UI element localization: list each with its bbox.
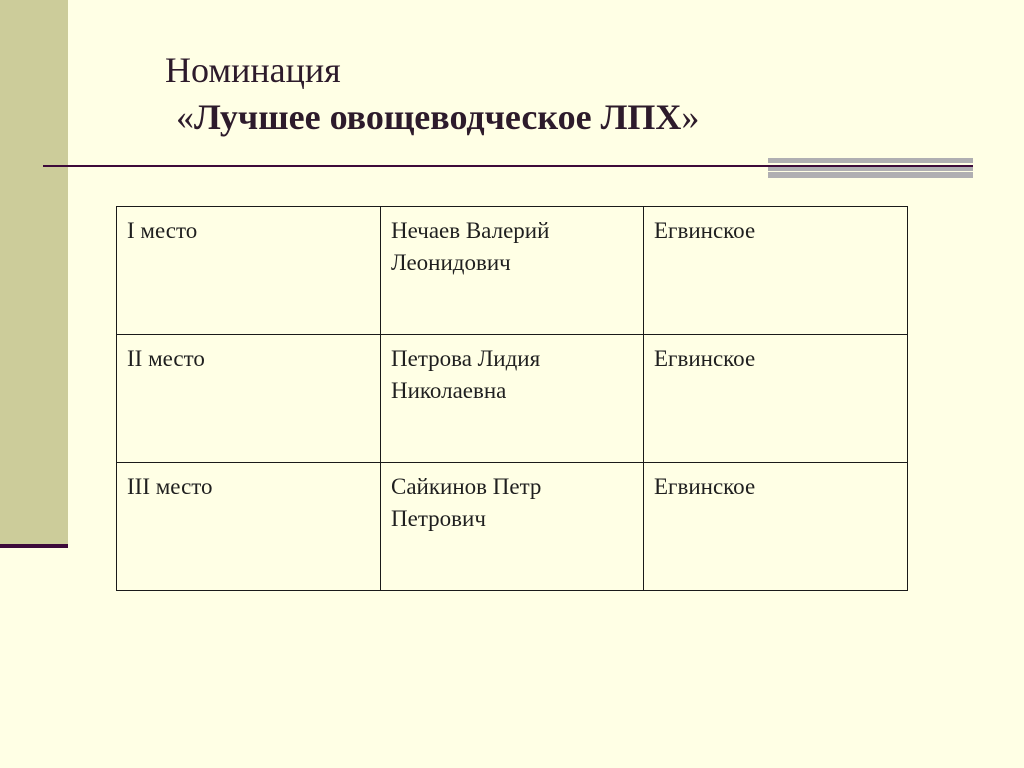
village-cell: Егвинское: [644, 207, 908, 335]
awards-table: [116, 206, 908, 591]
winner-patronymic-line: Петрович: [391, 505, 486, 531]
title-divider-line: [43, 165, 973, 167]
village-cell: Егвинское: [644, 335, 908, 463]
left-decor-line: [0, 544, 68, 548]
place-cell: III место: [117, 463, 381, 591]
title-quote-close: »: [681, 97, 700, 138]
winner-name-cell: [381, 335, 644, 463]
winner-patronymic-line: Леонидович: [391, 249, 511, 275]
winner-name-cell: [381, 463, 644, 591]
place-cell: I место: [117, 207, 381, 335]
winner-name-line: Сайкинов Петр: [391, 474, 542, 499]
title-divider-stripes: [768, 158, 973, 178]
title-category-text: Лучшее овощеводческое ЛПХ: [194, 97, 682, 138]
title-line-nomination: Номинация: [165, 50, 341, 90]
place-cell: II место: [117, 335, 381, 463]
winner-name-line: Нечаев Валерий: [391, 218, 550, 243]
winner-name-cell: [381, 207, 644, 335]
table-row: [117, 335, 908, 463]
table-row: [117, 463, 908, 591]
winner-name-line: Петрова Лидия: [391, 346, 541, 371]
left-decor-bar: [0, 0, 68, 544]
title-line-category: [176, 97, 699, 138]
table-row: [117, 207, 908, 335]
slide-title: [165, 50, 699, 139]
village-cell: Егвинское: [644, 463, 908, 591]
title-quote-open: «: [176, 97, 194, 138]
winner-patronymic-line: Николаевна: [391, 377, 507, 403]
